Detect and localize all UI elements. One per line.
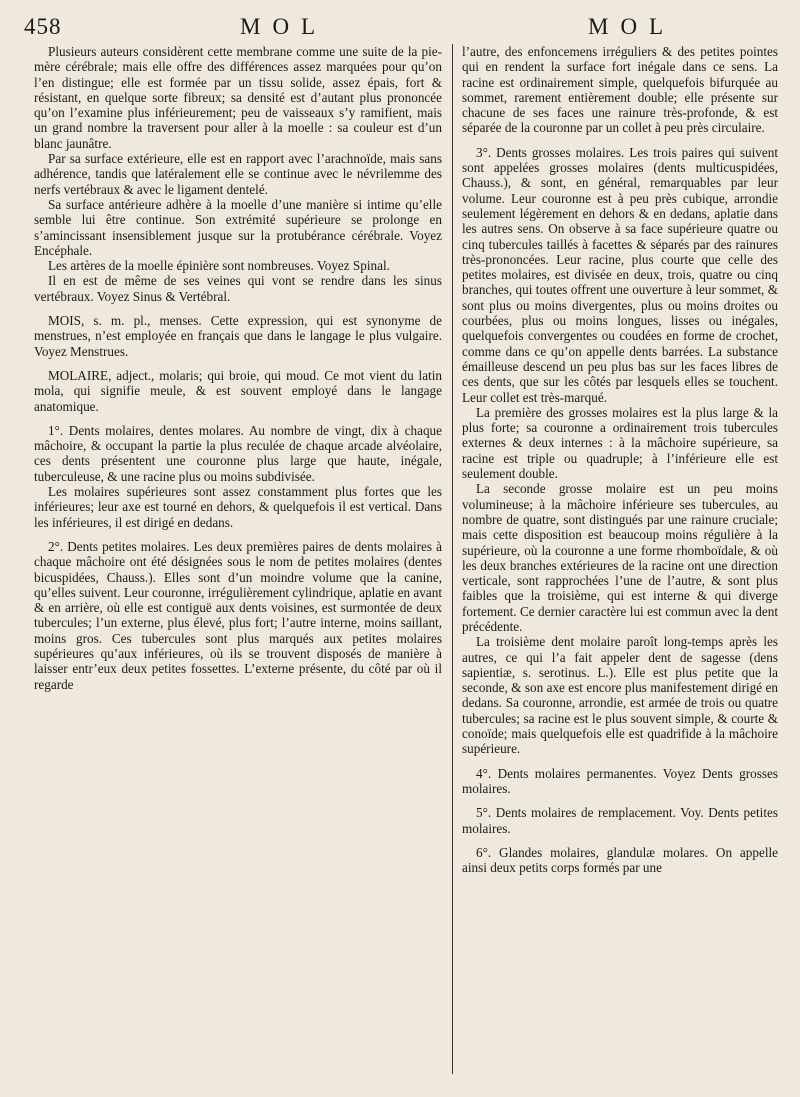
page-number: 458 xyxy=(24,14,62,39)
paragraph: Les molaires supérieures sont assez constamment plus fortes que les inférieures; leur axe est tourné en dehors, & quelquefois il est vertical. Dans les inférieures, il est dirigé en dedans. xyxy=(34,484,442,530)
paragraph: La première des grosses molaires est la plus large & la plus forte; sa couronne a ordinairement trois tubercules externes & deux internes : à la mâchoire supérieure, sa racine est triple ou quadruple; à l’inférieure elle est seulement double. xyxy=(462,404,778,482)
paragraph: La troisième dent molaire paroît long-temps après les autres, ce qui l’a fait appeler dent de sagesse (dens sapientiæ, s. serotinus. L.). Elle est plus petite que la seconde, & son axe est encore plus manifestement dirigé en dedans. Sa couronne, arrondie, est armée de trois ou quatre tubercules; sa racine est le plus souvent simple, & courte & conoïde; mais quelquefois elle est quadrifide à la mâchoire supérieure. xyxy=(462,634,778,757)
paragraph: Sa surface antérieure adhère à la moelle d’une manière si intime qu’elle semble lui être continue. Son extrémité supérieure se prolonge en s’amincissant insensiblement jusque sur la protubérance cérébrale. Voyez Encéphale. xyxy=(34,196,442,258)
subsection-grosses-molaires: 3°. Dents grosses molaires. Les trois paires qui suivent sont appelées grosses molaires (dents multicuspidées, Chauss.), & sont, en général, remarquables par leur volume. Leur couronne est à peu près cubique, arrondie seulement légèrement en dehors & en dedans, aplatie dans les autres sens. On observe à sa face supérieure quatre ou cinq tubercules taillés à facettes & séparés par des rainures très-prononcées. Leur racine, plus courte que celle des petites molaires, est divisée en deux, trois, quatre ou cinq branches, qui toutes offrent une ouverture à leur sommet, & sont plus ou moins divergentes, plus ou moins droites ou courbées, plus ou moins longues, lisses ou inégales, quelquefois convergentes ou coudées en forme de crochet, comme dans ce qu’on appelle dents barrées. La substance émailleuse descend un peu plus bas sur les faces libres de ces dents, que sur les côtés par lesquels elles se touchent. Leur collet est très-marqué. xyxy=(462,144,778,405)
left-column xyxy=(34,44,442,692)
paragraph: l’autre, des enfoncemens irréguliers & des petites pointes qui en rendent la surface fort inégale dans ce sens. La racine est ordinairement simple, quelquefois bifurquée au sommet, rarement entièrement double; elle présente sur chacune de ses faces une rainure très-profonde, & est séparée de la couronne par un collet à peu près circulaire. xyxy=(462,44,778,136)
paragraph: Plusieurs auteurs considèrent cette membrane comme une suite de la pie-mère cérébrale; mais elle offre des différences assez marquées pour qu’on l’en distingue; elle est formée par un tissu solide, assez épais, fort & résistant, en quelque sorte fibreux; sa densité est d’autant plus prononcée qu’on l’examine plus inférieurement; peu de vaisseaux s’y ramifient, mais un grand nombre la traversent pour aller à la moelle : sa couleur est d’un blanc jaunâtre. xyxy=(34,44,442,151)
subsection-glandes-molaires: 6°. Glandes molaires, glandulæ molares. On appelle ainsi deux petits corps formés par une xyxy=(462,844,778,876)
paragraph: Il en est de même de ses veines qui vont se rendre dans les sinus vertébraux. Voyez Sinus & Vertébral. xyxy=(34,273,442,304)
subsection-molaires-permanentes: 4°. Dents molaires permanentes. Voyez Dents grosses molaires. xyxy=(462,765,778,796)
subsection-dents-molaires: 1°. Dents molaires, dentes molares. Au nombre de vingt, dix à chaque mâchoire, & occupant la partie la plus reculée de chaque arcade alvéolaire, ces dents présentent une couronne plus large que haute, inégale, tuberculeuse, & une racine plus ou moins subdivisée. xyxy=(34,422,442,484)
right-running-word: MOL xyxy=(588,14,676,39)
paragraph: Les artères de la moelle épinière sont nombreuses. Voyez Spinal. xyxy=(48,258,390,274)
entry-mois: MOIS, s. m. pl., menses. Cette expression, qui est synonyme de menstrues, n’est employée en français que dans le langage le plus vulgaire. Voyez Menstrues. xyxy=(34,313,442,359)
column-divider xyxy=(452,44,453,1074)
entry-molaire: MOLAIRE, adject., molaris; qui broie, qui moud. Ce mot vient du latin mola, qui signifie meule, & est souvent employé dans le langage anatomique. xyxy=(34,367,442,414)
subsection-molaires-remplacement: 5°. Dents molaires de remplacement. Voy. Dents petites molaires. xyxy=(462,805,778,836)
right-column xyxy=(462,44,778,875)
paragraph: La seconde grosse molaire est un peu moins volumineuse; à la mâchoire inférieure ses tubercules, au nombre de quatre, sont distingués par une rainure cruciale; mais cette disposition est beaucoup moins régulière à la supérieure, où la couronne a une forme rhomboïdale, & où les deux branches extérieures de la racine ont une direction verticale, sont rapprochées l’une de l’autre, & sont plus faibles que la troisième, qui est interne & qui diverge fortement. Ce dernier caractère lui est commun avec la dent précédente. xyxy=(462,481,778,634)
left-running-word: MOL xyxy=(240,14,328,39)
paragraph: Par sa surface extérieure, elle est en rapport avec l’arachnoïde, mais sans adhérence, tandis que latéralement elle se continue avec le névrilemme des nerfs vertébraux & avec le ligament dentelé. xyxy=(34,151,442,197)
subsection-petites-molaires: 2°. Dents petites molaires. Les deux premières paires de dents molaires à chaque mâchoire ont été désignées sous le nom de petites molaires (dentes bicuspidées, Chauss.). Elles sont d’un moindre volume que la canine, qu’elles suivent. Leur couronne, irrégulièrement cylindrique, aplatie en avant & en arrière, où elle est contiguë aux dents voisines, est surmontée de deux tubercules; l’un externe, plus élevé, plus fort; l’autre interne, moins saillant, moins gros. Ces tubercules sont plus marqués aux petites molaires supérieures qu’aux inférieures, où ils se trouvent disposés de manière à laisser entr’eux deux petites fossettes. L’externe présente, du côté par où il regarde xyxy=(34,538,442,692)
